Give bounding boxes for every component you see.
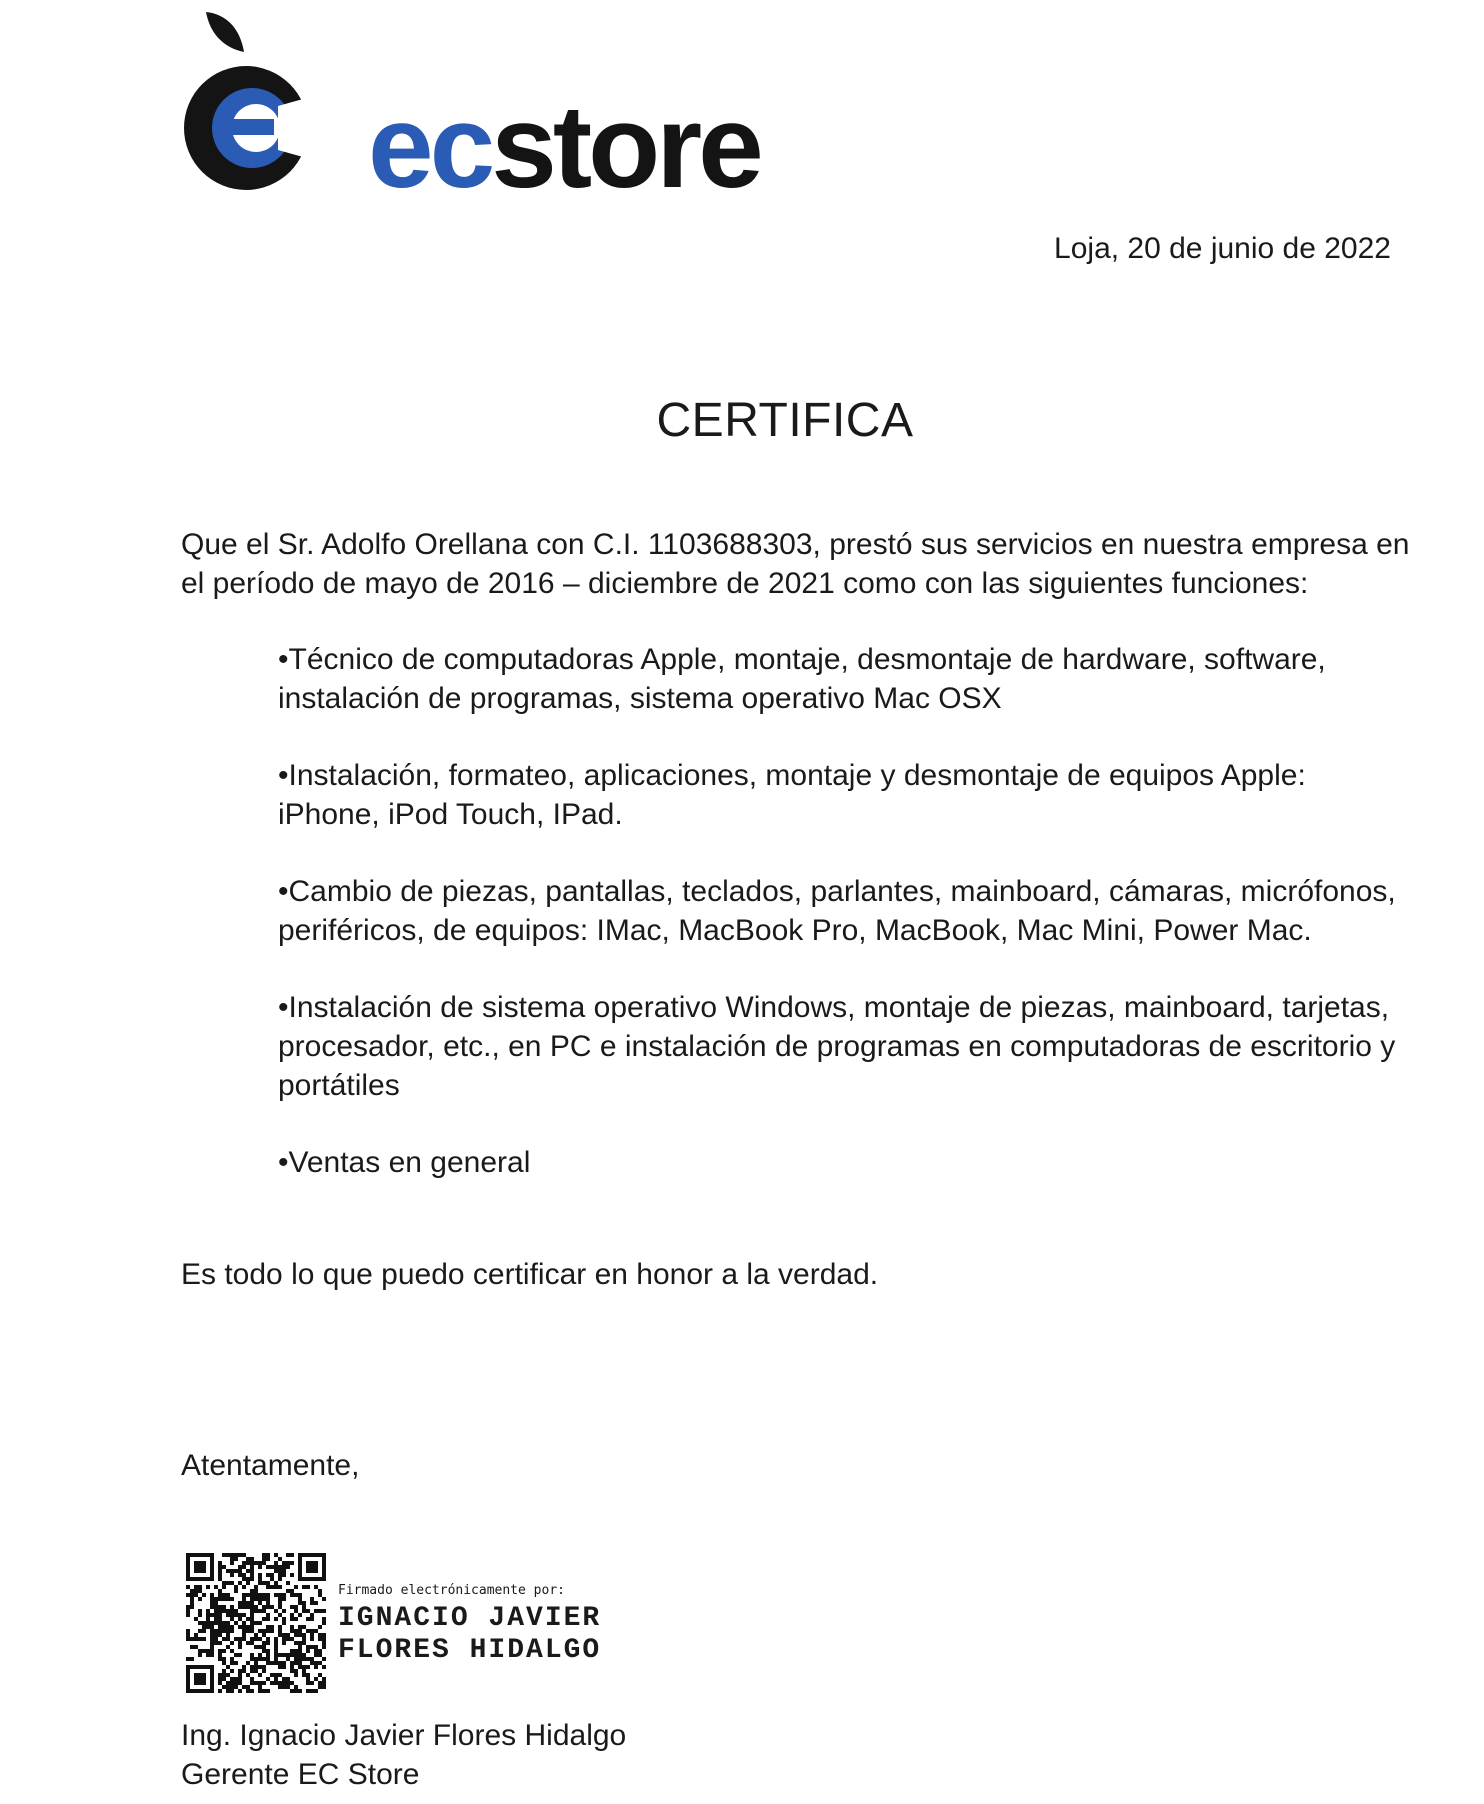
- function-item: •Ventas en general: [278, 1146, 531, 1179]
- ecstore-wordmark: ecstore: [368, 88, 760, 206]
- signer-role: Gerente EC Store: [181, 1758, 420, 1791]
- intro-paragraph: Que el Sr. Adolfo Orellana con C.I. 1103688303, prestó sus servicios en nuestra empresa en el período de mayo de 2016 – diciembre de 2021 como con las siguientes funciones:: [181, 528, 1410, 600]
- signature-name-line2: FLORES HIDALGO: [338, 1635, 602, 1666]
- signature-label: Firmado electrónicamente por:: [338, 1583, 565, 1598]
- letterhead: [178, 6, 778, 206]
- signature-name-line1: IGNACIO JAVIER: [338, 1603, 602, 1634]
- letter-date: Loja, 20 de junio de 2022: [1054, 232, 1391, 265]
- function-item: •Técnico de computadoras Apple, montaje, desmontaje de hardware, software, instalación de programas, sistema operativo Mac OSX: [278, 643, 1326, 715]
- function-item: •Cambio de piezas, pantallas, teclados, parlantes, mainboard, cámaras, micrófonos, periféricos, de equipos: IMac, MacBook Pro, MacBook, Mac Mini, Power Mac.: [278, 875, 1396, 947]
- function-item: •Instalación de sistema operativo Windows, montaje de piezas, mainboard, tarjetas, procesador, etc., en PC e instalación de programas en computadoras de escritorio y portátiles: [278, 991, 1396, 1102]
- regards-line: Atentamente,: [181, 1449, 360, 1482]
- signature-name: [338, 1603, 601, 1667]
- function-item: •Instalación, formateo, aplicaciones, montaje y desmontaje de equipos Apple: iPhone, iPod Touch, IPad.: [278, 759, 1306, 831]
- electronic-signature: [186, 1553, 626, 1693]
- ec-apple-logo-icon: [178, 6, 328, 196]
- functions-list: [278, 640, 1413, 1220]
- closing-statement: Es todo lo que puedo certificar en honor a la verdad.: [181, 1258, 879, 1291]
- letter-title: CERTIFICA: [656, 394, 914, 447]
- qr-code-icon: [186, 1553, 326, 1693]
- signer-name: Ing. Ignacio Javier Flores Hidalgo: [181, 1719, 627, 1752]
- signer-block: [181, 1716, 626, 1794]
